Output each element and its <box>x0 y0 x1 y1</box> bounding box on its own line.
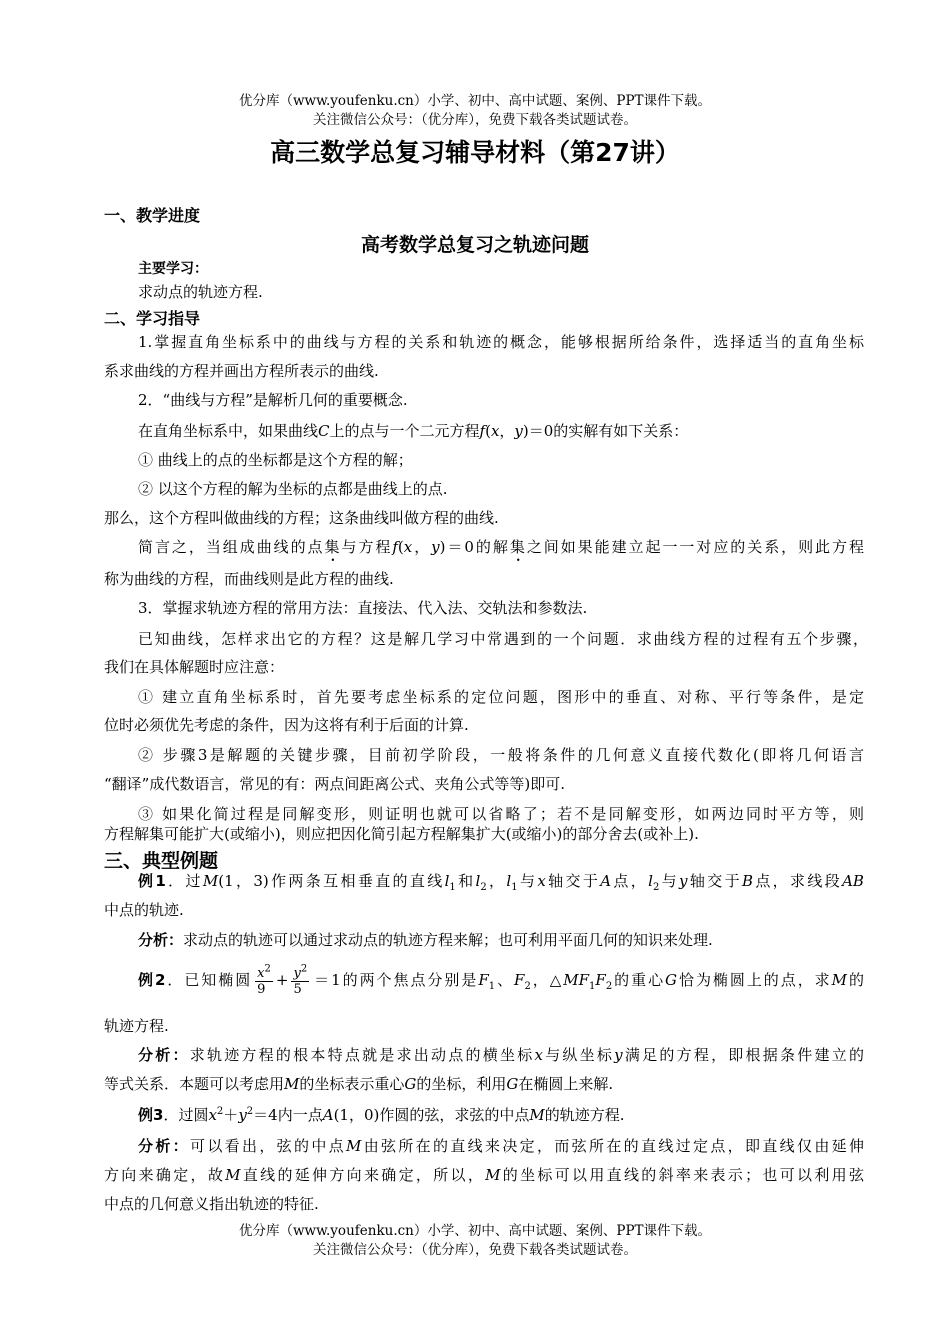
example-3: 例3．过圆$x^2+y^2=4$内一点A(1，0)作圆的弦，求弦的中点M的轨迹方程. <box>138 1106 625 1124</box>
para-9-line-1: 已知曲线，怎样求出它的方程？这是解几学习中常遇到的一个问题．求曲线方程的过程有五个步骤， <box>138 630 868 648</box>
para-5: ② 以这个方程的解为坐标的点都是曲线上的点. <box>138 480 448 498</box>
analysis-label: 分析： <box>138 931 184 949</box>
analysis-2-line-2: 等式关系．本题可以考虑用M的坐标表示重心G的坐标，利用G在椭圆上来解. <box>104 1075 614 1093</box>
para-6: 那么，这个方程叫做曲线的方程；这条曲线叫做方程的曲线. <box>104 509 499 527</box>
para-12-line-1: ③ 如果化简过程是同解变形，则证明也就可以省略了；若不是同解变形，如两边同时平方等，则 <box>138 805 864 823</box>
para-9-line-2: 我们在具体解题时应注意： <box>104 658 285 676</box>
analysis-3-line-1: 分析：可以看出，弦的中点M由弦所在的直线来决定，而弦所在的直线过定点，即直线仅由延伸 <box>138 1137 864 1155</box>
para-10-line-2: 位时必须优先考虑的条件，因为这将有利于后面的计算. <box>104 716 469 734</box>
para-3: 在直角坐标系中，如果曲线C上的点与一个二元方程f(x，y)＝0的实解有如下关系： <box>138 422 689 440</box>
example-1-line-2: 中点的轨迹. <box>104 901 184 919</box>
example-1-label: 例1 <box>138 872 166 890</box>
para-8: 3．掌握求轨迹方程的常用方法：直接法、代入法、交轨法和参数法. <box>138 599 588 617</box>
para-7-line-2: 称为曲线的方程，而曲线则是此方程的曲线. <box>104 570 394 588</box>
lesson-subtitle: 高考数学总复习之轨迹问题 <box>360 234 589 256</box>
document-title: 高三数学总复习辅导材料（第27讲） <box>270 138 680 167</box>
footer-ad-line-2: 关注微信公众号：（优分库），免费下载各类试题试卷。 <box>313 1242 637 1258</box>
example-2-line-1: 例2．已知椭圆 $\frac{x^2}{9}$ + $\frac{y^2}{5}$ ＝1的两个焦点分别是$F_1$、$F_2$，$\triangle MF_1F_2$的重心G恰为椭圆上的点，求M的 <box>138 963 864 997</box>
para-11-line-1: ② 步骤3是解题的关键步骤，目前初学阶段，一般将条件的几何意义直接代数化(即将几何语言 <box>138 746 864 764</box>
para-11-line-2: “翻译”成代数语言，常见的有：两点间距离公式、夹角公式等等)即可. <box>104 775 565 793</box>
main-study-label: 主要学习： <box>138 261 208 277</box>
example-2-label: 例2 <box>138 971 166 989</box>
fraction-y2-over-5: $\frac{y^2}{5}$ <box>293 963 308 997</box>
para-12-line-2: 方程解集可能扩大(或缩小)，则应把因化简引起方程解集扩大(或缩小)的部分舍去(或补上). <box>104 825 699 843</box>
para-7-line-1: 简言之，当组成曲线的点集与方程f(x，y)＝0的解集之间如果能建立起一一对应的关系，则此方程 <box>138 538 864 556</box>
analysis-3-line-3: 中点的几何意义指出轨迹的特征. <box>104 1195 319 1213</box>
para-1-line-1: 1.掌握直角坐标系中的曲线与方程的关系和轨迹的概念，能够根据所给条件，选择适当的直角坐标 <box>138 333 864 351</box>
analysis-1: 分析：求动点的轨迹可以通过求动点的轨迹方程来解；也可利用平面几何的知识来处理. <box>138 931 713 949</box>
analysis-2-line-1: 分析：求轨迹方程的根本特点就是求出动点的横坐标x与纵坐标y满足的方程，即根据条件建立的 <box>138 1046 864 1064</box>
section-heading-guidance: 二、学习指导 <box>104 309 201 328</box>
header-ad-line-1: 优分库（www.youfenku.cn）小学、初中、高中试题、案例、PPT课件下载。 <box>238 93 712 109</box>
main-study-text: 求动点的轨迹方程. <box>138 283 263 301</box>
fraction-x2-over-9: $\frac{x^2}{9}$ <box>257 963 271 997</box>
para-1-line-2: 系求曲线的方程并画出方程所表示的曲线. <box>104 362 379 380</box>
footer-ad-line-1: 优分库（www.youfenku.cn）小学、初中、高中试题、案例、PPT课件下载。 <box>238 1223 712 1239</box>
example-1-line-1: 例1．过M(1，3)作两条互相垂直的直线$l_1$和$l_2$，$l_1$与x轴交于A点，$l_2$与y轴交于B点，求线段AB <box>138 872 864 893</box>
analysis-3-line-2: 方向来确定，故M直线的延伸方向来确定，所以，M的坐标可以用直线的斜率来表示；也可以利用弦 <box>104 1166 864 1184</box>
math-var: C <box>318 422 330 440</box>
para-2: 2．“曲线与方程”是解析几何的重要概念. <box>138 391 408 409</box>
header-ad-line-2: 关注微信公众号：（优分库），免费下载各类试题试卷。 <box>313 112 637 128</box>
section-heading-progress: 一、教学进度 <box>104 206 201 225</box>
example-3-label: 例3 <box>138 1106 164 1124</box>
para-4: ① 曲线上的点的坐标都是这个方程的解； <box>138 451 413 469</box>
example-2-line-2: 轨迹方程. <box>104 1017 169 1035</box>
section-heading-examples: 三、典型例题 <box>104 850 219 872</box>
para-10-line-1: ① 建立直角坐标系时，首先要考虑坐标系的定位问题，图形中的垂直、对称、平行等条件，是定 <box>138 688 864 706</box>
